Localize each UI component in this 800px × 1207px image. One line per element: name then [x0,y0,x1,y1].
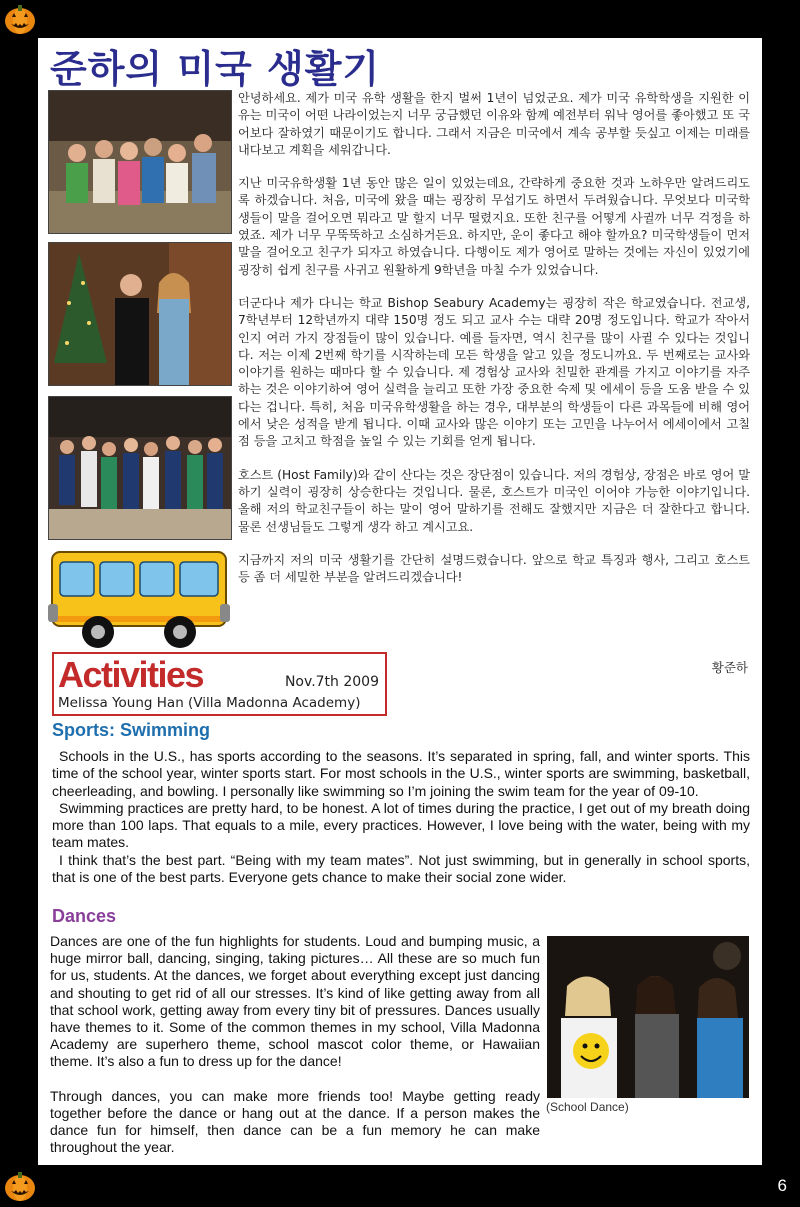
jack-o-lantern-icon [3,1170,37,1204]
activities-title: Activities [58,654,204,695]
sports-paragraph: Schools in the U.S., has sports according to the seasons. It’s separated in spring, fall, and winter sports. This time of the school year, winter sports start. For most schools in the U.S., winter sports are swimming, basketball, cheerleading, and bowling. I personally like swimming so I’m joining the swim team for the year of 09-10. [52,748,750,799]
article-paragraph: 지금까지 저의 미국 생활기를 간단히 설명드렸습니다. 앞으로 학교 특징과 행사, 그리고 호스트 등 좀 더 세밀한 부분을 알려드리겠습니다! [238,552,750,585]
article-paragraph: 호스트 (Host Family)와 같이 산다는 것은 장단점이 있습니다. 저의 경험상, 장점은 바로 영어 말하기 실력이 굉장히 상승한다는 것입니다. 물론, 호스트가 미국인 이어야 가능한 이야기입니다. 올해 저의 학교친구들이 하는 말이 영어 말하기를 전해도 잘했지만 지금은 더 잘한다고 합니다. 물론 선생님들도 그렇게 생각 하고 계시고요. [238,467,750,534]
dances-body [50,933,540,1165]
activities-author: Melissa Young Han (Villa Madonna Academy) [58,695,361,711]
dances-paragraph: Dances are one of the fun highlights for students. Loud and bumping music, a huge mirror ball, dancing, singing, taking pictures… All these are so much fun for us, students. At the dances, we forget about everything except just dancing and shouting to get rid of all our stresses. It’s kind of like getting away from all that school work, getting away from every tiny bit of pressures. Dances usually have themes to it. Some of the common themes in my school, Villa Madonna Academy are superhero theme, school mascot color theme, or Hawaiian theme. It’s also a fun to dress up for the dance! [50,933,540,1070]
group-photo-indoor [48,396,232,540]
jack-o-lantern-icon [3,3,37,37]
activities-date: Nov.7th 2009 [284,674,379,690]
dances-paragraph: Through dances, you can make more friends too! Maybe getting ready together before the dance or hang out at the dance. If a person makes the dance fun for himself, then dance can be a fun memory he can make throughout the year. [50,1087,540,1156]
sports-paragraph: Swimming practices are pretty hard, to be honest. A lot of times during the practice, I get out of my breath doing more than 100 laps. That equals to a mile, every practices. However, I love being with the water, being with my team mates. [52,799,750,851]
korean-article-body [238,90,750,602]
christmas-photo [48,242,232,386]
sports-heading: Sports: Swimming [52,720,211,740]
article-paragraph: 지난 미국유학생활 1년 동안 많은 일이 있었는데요, 간략하게 중요한 것과 노하우만 알려드리도록 하겠습니다. 처음, 미국에 왔을 때는 굉장히 무섭기도 하면서 두려웠습니다. 무엇보다 미국학생들이 말을 걸어오면 뭐라고 말 할지 너무 떨렸지요. 또한 친구를 어떻게 사귈까 너무 걱정을 하였죠. 제가 너무 무뚝뚝하고 소심하거든요. 하지만, 운이 좋다고 해야 할까요? 미국학생들이 먼저 말을 걸어오고 친구가 되자고 하였습니다. 다행이도 제가 영어로 말하는 것에는 자신이 있었기에 굉장히 쉽게 친구를 사귀고 원활하게 9학년을 마칠 수가 있었습니다. [238,176,750,277]
dance-photo-caption: (School Dance) [546,1100,629,1114]
article-title: 준하의 미국 생활기 [50,47,381,91]
dances-heading: Dances [52,906,117,926]
article-paragraph: 더군다나 제가 다니는 학교 Bishop Seabury Academy는 굉장히 작은 학교였습니다. 전교생, 7학년부터 12학년까지 대략 150명 정도 되고 교사 수는 대략 20명 정도입니다. 학교가 작아서인지 여러 가지 장점들이 많이 있습니다. 예를 들자면, 역시 친구를 많이 사귈 수 있다는 것입니다. 저는 이제 2번째 학기를 시작하는데 모든 학생을 알고 있을 정도니까요. 두 번째로는 교사와 이야기를 원하는 때마다 할 수 있습니다. 제 경험상 교사와 친밀한 관계를 가지고 이야기를 자주하는 것은 이야기하여 영어 실력을 늘리고 또한 가장 중요한 숙제 및 에세이 등을 도움 받을 수 있다는 겁니다. 특히, 처음 미국유학생활을 하는 경우, 대부분의 학생들이 다른 과목들에 비해 영어에서 낮은 성적을 받게 됩니다. 이때 교사와 많은 이야기 또는 고민을 나누어서 에세이에서 고칠 점 등을 고치고 학점을 높일 수 있는 기회를 얻게 됩니다. [238,295,750,449]
school-dance-photo [547,936,749,1098]
group-photo-outdoor [48,90,232,234]
sports-body [52,748,750,886]
article-paragraph: 안녕하세요. 제가 미국 유학 생활을 한지 벌써 1년이 넘었군요. 제가 미국 유학학생을 지원한 이유는 미국이 어떤 나라이었는지 너무 궁금했던 이유와 함께 예전부터 워낙 영어를 좋아했고 또 국어보다 잘하였기 때문이기도 합니다. 그래서 지금은 미국에서 계속 공부할 듯싶고 이제는 미래를 내다보고 계획을 세워갑니다. [238,91,750,157]
page-number: 6 [777,1176,787,1195]
newsletter-page [38,38,762,1165]
activities-header-box [52,652,387,716]
article-signature: 황준하 [711,660,748,675]
school-bus-icon [48,550,230,650]
sports-paragraph: I think that’s the best part. “Being with my team mates”. Not just swimming, but in generally in school sports, that is one of the best parts. Everyone gets chance to make their social zone wider. [52,851,750,886]
